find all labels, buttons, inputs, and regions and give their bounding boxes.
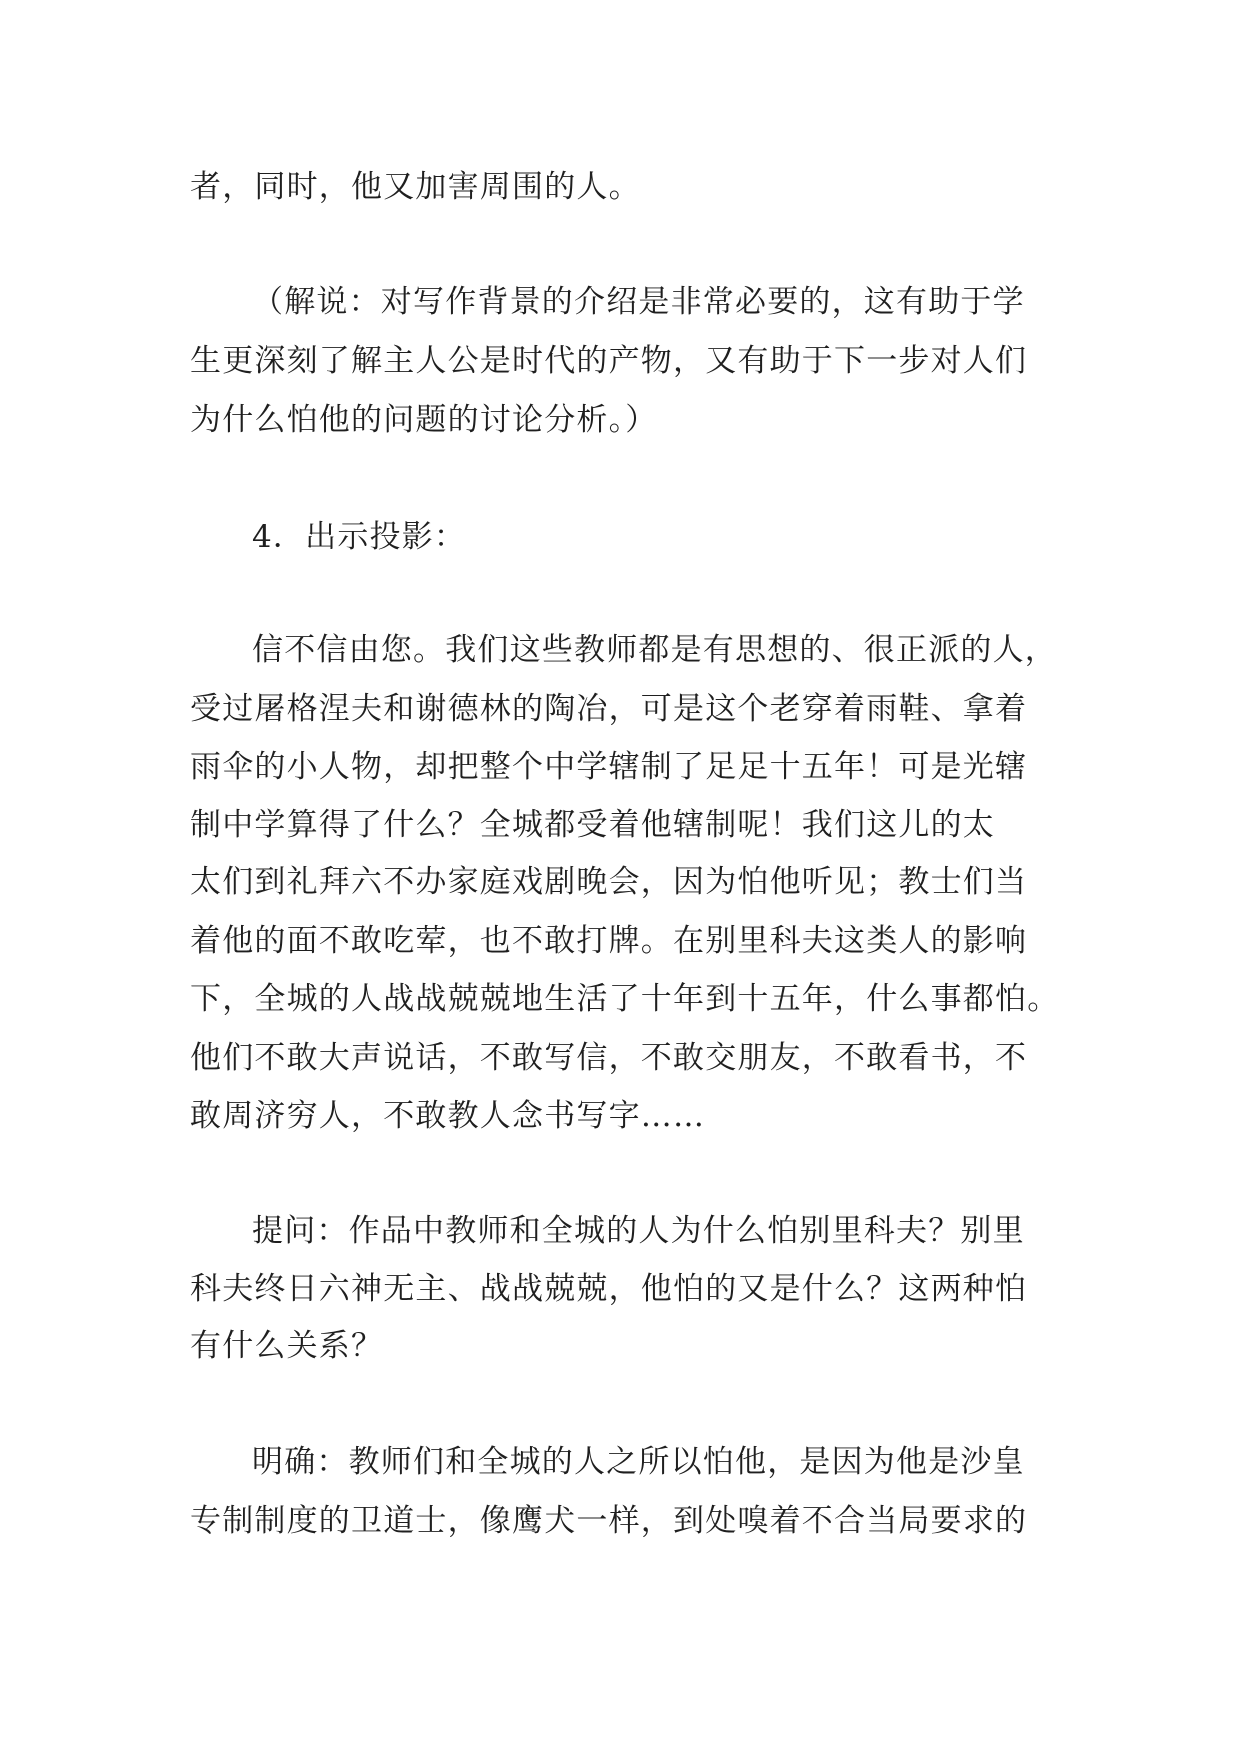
question-line: 提问：作品中教师和全城的人为什么怕别里科夫？别里 [252, 1213, 1025, 1249]
explanation-line: （解说：对写作背景的介绍是非常必要的，这有助于学 [252, 284, 1025, 320]
quote-line: 信不信由您。我们这些教师都是有思想的、很正派的人， [252, 632, 1057, 668]
quote-line: 着他的面不敢吃荤，也不敢打牌。在别里科夫这类人的影响 [190, 923, 1028, 959]
explanation-line: 为什么怕他的问题的讨论分析。） [190, 402, 658, 438]
paragraph-line: 者，同时，他又加害周围的人。 [190, 169, 641, 205]
quote-line: 受过屠格涅夫和谢德林的陶冶，可是这个老穿着雨鞋、拿着 [190, 691, 1028, 727]
question-line: 科夫终日六神无主、战战兢兢，他怕的又是什么？这两种怕 [190, 1271, 1028, 1307]
explanation-line: 生更深刻了解主人公是时代的产物，又有助于下一步对人们 [190, 343, 1028, 379]
section-heading: 4．出示投影： [252, 519, 467, 555]
quote-line: 他们不敢大声说话，不敢写信，不敢交朋友，不敢看书，不 [190, 1040, 1028, 1076]
answer-line: 专制制度的卫道士，像鹰犬一样，到处嗅着不合当局要求的 [190, 1503, 1028, 1539]
quote-line: 敢周济穷人，不敢教人念书写字…… [190, 1098, 706, 1134]
quote-line: 太们到礼拜六不办家庭戏剧晚会，因为怕他听见；教士们当 [190, 864, 1028, 900]
question-line: 有什么关系？ [190, 1328, 384, 1364]
answer-line: 明确：教师们和全城的人之所以怕他，是因为他是沙皇 [252, 1444, 1025, 1480]
quote-line: 下，全城的人战战兢兢地生活了十年到十五年，什么事都怕。 [190, 981, 1060, 1017]
quote-line: 雨伞的小人物，却把整个中学辖制了足足十五年！可是光辖 [190, 749, 1028, 785]
quote-line: 制中学算得了什么？全城都受着他辖制呢！我们这儿的太 [190, 807, 995, 843]
